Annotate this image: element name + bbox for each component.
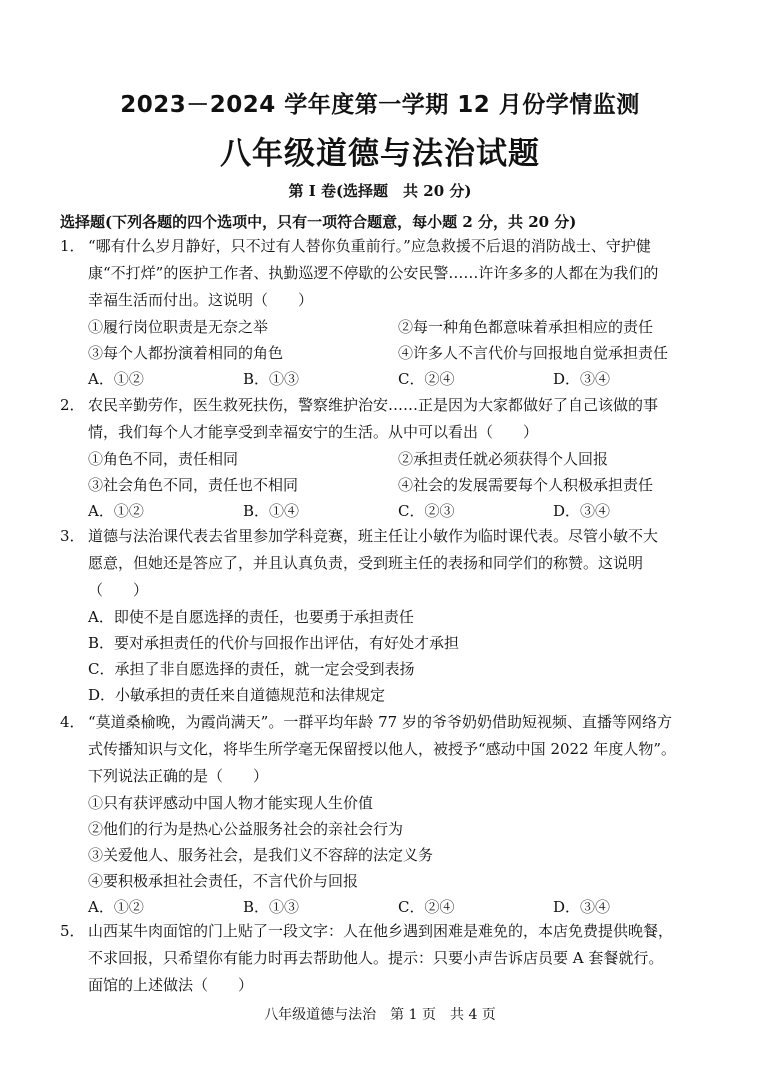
statement-item: ③社会角色不同，责任也不相同 bbox=[88, 476, 299, 494]
answer-option: B．要对承担责任的代价与回报作出评估，有好处才承担 bbox=[88, 634, 460, 652]
statement-item: ④要积极承担社会责任，不言代价与回报 bbox=[88, 872, 359, 890]
question-stem: 不求回报，只希望你有能力时再去帮助他人。提示：只要小声告诉店员要 A 套餐就行。 bbox=[88, 949, 664, 967]
question-stem: （ ） bbox=[88, 581, 149, 599]
question-3 bbox=[60, 523, 710, 708]
question-stem: 康“不打烊”的医护工作者、执勤巡逻不停歇的公安民警……许许多多的人都在为我们的 bbox=[88, 264, 659, 282]
section-heading: 第 I 卷(选择题 共 20 分) bbox=[288, 182, 472, 200]
answer-choice: C．②④ bbox=[398, 370, 455, 388]
answer-choice: C．②④ bbox=[398, 898, 455, 916]
page-footer: 八年级道德与法治 第 1 页 共 4 页 bbox=[264, 1007, 496, 1023]
statement-item: ③关爱他人、服务社会，是我们义不容辞的法定义务 bbox=[88, 846, 434, 864]
question-stem: 式传播知识与文化，将毕生所学毫无保留授以他人，被授予“感动中国 2022 年度人物”。 bbox=[88, 740, 677, 758]
answer-choice: B．①③ bbox=[243, 898, 300, 916]
statement-item: ①只有获评感动中国人物才能实现人生价值 bbox=[88, 794, 374, 812]
question-5 bbox=[60, 918, 710, 999]
question-stem: 农民辛勤劳作，医生救死扶伤，警察维护治安……正是因为大家都做好了自己该做的事 bbox=[88, 396, 659, 414]
question-number: 4． bbox=[60, 713, 85, 731]
question-1 bbox=[60, 233, 710, 392]
statement-item: ①履行岗位职责是无奈之举 bbox=[88, 318, 269, 336]
question-2 bbox=[60, 392, 710, 524]
answer-choice: A．①② bbox=[88, 370, 144, 388]
question-stem: “莫道桑榆晚，为霞尚满天”。一群平均年龄 77 岁的爷爷奶奶借助短视频、直播等网络方 bbox=[88, 713, 672, 731]
question-stem: 面馆的上述做法（ ） bbox=[88, 976, 254, 994]
question-stem: 道德与法治课代表去省里参加学科竞赛，班主任让小敏作为临时课代表。尽管小敏不大 bbox=[88, 527, 659, 545]
answer-option: D．小敏承担的责任来自道德规范和法律规定 bbox=[88, 686, 386, 704]
question-stem: “哪有什么岁月静好，只不过有人替你负重前行。”应急救援不后退的消防战士、守护健 bbox=[88, 237, 651, 255]
answer-choice: D．③④ bbox=[553, 502, 611, 520]
instructions: 选择题(下列各题的四个选项中，只有一项符合题意，每小题 2 分，共 20 分) bbox=[60, 213, 577, 231]
answer-choice: D．③④ bbox=[553, 898, 611, 916]
question-stem: 幸福生活而付出。这说明（ ） bbox=[88, 291, 314, 309]
statement-item: ④许多人不言代价与回报地自觉承担责任 bbox=[398, 344, 669, 362]
statement-item: ③每个人都扮演着相同的角色 bbox=[88, 344, 284, 362]
statement-item: ②他们的行为是热心公益服务社会的亲社会行为 bbox=[88, 820, 404, 838]
question-stem: 山西某牛肉面馆的门上贴了一段文字：人在他乡遇到困难是难免的，本店免费提供晚餐， bbox=[88, 922, 674, 940]
question-stem: 情，我们每个人才能享受到幸福安宁的生活。从中可以看出（ ） bbox=[88, 423, 539, 441]
statement-item: ①角色不同，责任相同 bbox=[88, 450, 239, 468]
answer-option: C．承担了非自愿选择的责任，就一定会受到表扬 bbox=[88, 660, 415, 678]
question-number: 2． bbox=[60, 396, 85, 414]
answer-choice: B．①③ bbox=[243, 370, 300, 388]
exam-title-line2: 八年级道德与法治试题 bbox=[220, 136, 540, 172]
question-stem: 下列说法正确的是（ ） bbox=[88, 767, 269, 785]
question-number: 1． bbox=[60, 237, 85, 255]
statement-item: ②承担责任就必须获得个人回报 bbox=[398, 450, 609, 468]
question-stem: 愿意，但她还是答应了，并且认真负责，受到班主任的表扬和同学们的称赞。这说明 bbox=[88, 554, 644, 572]
answer-choice: B．①④ bbox=[243, 502, 300, 520]
answer-choice: A．①② bbox=[88, 502, 144, 520]
question-number: 3． bbox=[60, 527, 85, 545]
statement-item: ④社会的发展需要每个人积极承担责任 bbox=[398, 476, 654, 494]
question-4 bbox=[60, 709, 710, 920]
statement-item: ②每一种角色都意味着承担相应的责任 bbox=[398, 318, 654, 336]
answer-choice: D．③④ bbox=[553, 370, 611, 388]
answer-option: A．即使不是自愿选择的责任，也要勇于承担责任 bbox=[88, 608, 414, 626]
answer-choice: A．①② bbox=[88, 898, 144, 916]
exam-title-line1: 2023－2024 学年度第一学期 12 月份学情监测 bbox=[120, 92, 640, 118]
question-number: 5． bbox=[60, 922, 85, 940]
answer-choice: C．②③ bbox=[398, 502, 455, 520]
